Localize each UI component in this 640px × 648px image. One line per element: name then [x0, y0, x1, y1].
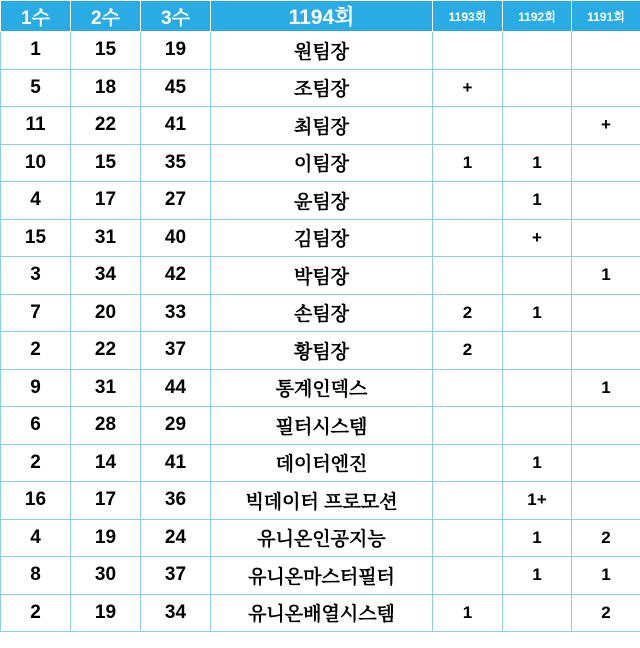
column-header-prev-round-3: 1191회: [572, 1, 640, 32]
cell-team-name: 빅데이터 프로모션: [211, 482, 433, 520]
cell-num2: 19: [71, 519, 141, 557]
cell-team-name: 손팀장: [211, 294, 433, 332]
cell-prev-round-2: 1: [503, 519, 572, 557]
column-header-num2: 2수: [71, 1, 141, 32]
cell-num1: 4: [1, 182, 71, 220]
cell-team-name: 이팀장: [211, 144, 433, 182]
table-row: [1, 519, 640, 557]
table-row: [1, 294, 640, 332]
cell-prev-round-2: [503, 407, 572, 445]
cell-num1: 2: [1, 444, 71, 482]
cell-num2: 30: [71, 557, 141, 595]
column-header-prev-round-2: 1192회: [503, 1, 572, 32]
cell-num2: 17: [71, 182, 141, 220]
cell-prev-round-3: [572, 407, 640, 445]
table-row: [1, 557, 640, 595]
cell-num2: 31: [71, 369, 141, 407]
cell-prev-round-1: [433, 407, 503, 445]
column-header-num3: 3수: [141, 1, 211, 32]
cell-team-name: 황팀장: [211, 332, 433, 370]
cell-prev-round-1: [433, 182, 503, 220]
cell-num1: 16: [1, 482, 71, 520]
column-header-num1: 1수: [1, 1, 71, 32]
cell-team-name: 유니온배열시스템: [211, 594, 433, 632]
cell-team-name: 최팀장: [211, 107, 433, 145]
cell-team-name: 유니온마스터필터: [211, 557, 433, 595]
cell-prev-round-1: [433, 32, 503, 70]
cell-num1: 1: [1, 32, 71, 70]
cell-prev-round-1: [433, 219, 503, 257]
table-row: [1, 332, 640, 370]
cell-num1: 2: [1, 332, 71, 370]
cell-prev-round-1: +: [433, 69, 503, 107]
cell-num3: 35: [141, 144, 211, 182]
cell-prev-round-3: 2: [572, 594, 640, 632]
cell-prev-round-3: [572, 444, 640, 482]
table-row: [1, 257, 640, 295]
cell-num2: 17: [71, 482, 141, 520]
cell-prev-round-3: 1: [572, 557, 640, 595]
cell-prev-round-2: 1: [503, 144, 572, 182]
cell-prev-round-1: 2: [433, 294, 503, 332]
cell-prev-round-3: [572, 482, 640, 520]
cell-prev-round-1: [433, 557, 503, 595]
cell-num3: 42: [141, 257, 211, 295]
cell-team-name: 유니온인공지능: [211, 519, 433, 557]
table-row: [1, 407, 640, 445]
cell-prev-round-1: 1: [433, 144, 503, 182]
cell-num1: 6: [1, 407, 71, 445]
cell-num3: 37: [141, 332, 211, 370]
table-header: [1, 1, 640, 32]
cell-prev-round-1: [433, 107, 503, 145]
cell-num3: 41: [141, 444, 211, 482]
table-row: [1, 69, 640, 107]
cell-num3: 27: [141, 182, 211, 220]
cell-prev-round-1: [433, 482, 503, 520]
cell-num1: 3: [1, 257, 71, 295]
cell-prev-round-2: 1+: [503, 482, 572, 520]
table-row: [1, 369, 640, 407]
cell-team-name: 박팀장: [211, 257, 433, 295]
cell-num1: 9: [1, 369, 71, 407]
table-row: [1, 144, 640, 182]
cell-num1: 4: [1, 519, 71, 557]
cell-team-name: 조팀장: [211, 69, 433, 107]
cell-prev-round-2: [503, 332, 572, 370]
cell-num2: 18: [71, 69, 141, 107]
cell-num3: 45: [141, 69, 211, 107]
cell-num3: 19: [141, 32, 211, 70]
cell-prev-round-3: [572, 219, 640, 257]
cell-num1: 8: [1, 557, 71, 595]
cell-num3: 40: [141, 219, 211, 257]
cell-num3: 29: [141, 407, 211, 445]
table-row: [1, 219, 640, 257]
cell-prev-round-1: 1: [433, 594, 503, 632]
cell-team-name: 원팀장: [211, 32, 433, 70]
cell-prev-round-2: [503, 257, 572, 295]
cell-prev-round-2: 1: [503, 182, 572, 220]
table-row: [1, 182, 640, 220]
cell-team-name: 김팀장: [211, 219, 433, 257]
cell-prev-round-2: [503, 32, 572, 70]
cell-num1: 2: [1, 594, 71, 632]
cell-prev-round-2: [503, 369, 572, 407]
cell-num2: 14: [71, 444, 141, 482]
cell-prev-round-2: 1: [503, 444, 572, 482]
cell-prev-round-3: [572, 69, 640, 107]
cell-num2: 28: [71, 407, 141, 445]
cell-prev-round-1: [433, 369, 503, 407]
cell-prev-round-1: [433, 519, 503, 557]
cell-prev-round-1: [433, 257, 503, 295]
cell-prev-round-2: 1: [503, 557, 572, 595]
cell-num3: 41: [141, 107, 211, 145]
column-header-current-round: 1194회: [211, 1, 433, 32]
cell-team-name: 윤팀장: [211, 182, 433, 220]
cell-num3: 37: [141, 557, 211, 595]
cell-num3: 34: [141, 594, 211, 632]
cell-prev-round-3: +: [572, 107, 640, 145]
cell-num2: 31: [71, 219, 141, 257]
cell-num3: 36: [141, 482, 211, 520]
cell-prev-round-3: 1: [572, 369, 640, 407]
cell-prev-round-2: +: [503, 219, 572, 257]
cell-prev-round-3: [572, 294, 640, 332]
cell-num2: 15: [71, 32, 141, 70]
cell-team-name: 데이터엔진: [211, 444, 433, 482]
cell-num2: 19: [71, 594, 141, 632]
table-row: [1, 107, 640, 145]
table-body: [1, 32, 640, 632]
cell-num1: 5: [1, 69, 71, 107]
cell-num3: 44: [141, 369, 211, 407]
cell-team-name: 통계인덱스: [211, 369, 433, 407]
table-header-row: [1, 1, 640, 32]
cell-num2: 15: [71, 144, 141, 182]
cell-prev-round-3: [572, 182, 640, 220]
cell-num2: 22: [71, 332, 141, 370]
cell-prev-round-3: 2: [572, 519, 640, 557]
table-row: [1, 594, 640, 632]
cell-num2: 20: [71, 294, 141, 332]
table-row: [1, 482, 640, 520]
cell-prev-round-3: [572, 32, 640, 70]
cell-num1: 11: [1, 107, 71, 145]
cell-prev-round-3: [572, 332, 640, 370]
table-row: [1, 444, 640, 482]
cell-num3: 24: [141, 519, 211, 557]
cell-num1: 10: [1, 144, 71, 182]
cell-num1: 7: [1, 294, 71, 332]
cell-prev-round-2: 1: [503, 294, 572, 332]
cell-prev-round-1: [433, 444, 503, 482]
column-header-prev-round-1: 1193회: [433, 1, 503, 32]
cell-prev-round-1: 2: [433, 332, 503, 370]
cell-prev-round-3: 1: [572, 257, 640, 295]
cell-prev-round-2: [503, 69, 572, 107]
cell-prev-round-2: [503, 107, 572, 145]
cell-num2: 34: [71, 257, 141, 295]
cell-num2: 22: [71, 107, 141, 145]
cell-team-name: 필터시스템: [211, 407, 433, 445]
cell-num1: 15: [1, 219, 71, 257]
cell-num3: 33: [141, 294, 211, 332]
table-row: [1, 32, 640, 70]
cell-prev-round-2: [503, 594, 572, 632]
cell-prev-round-3: [572, 144, 640, 182]
